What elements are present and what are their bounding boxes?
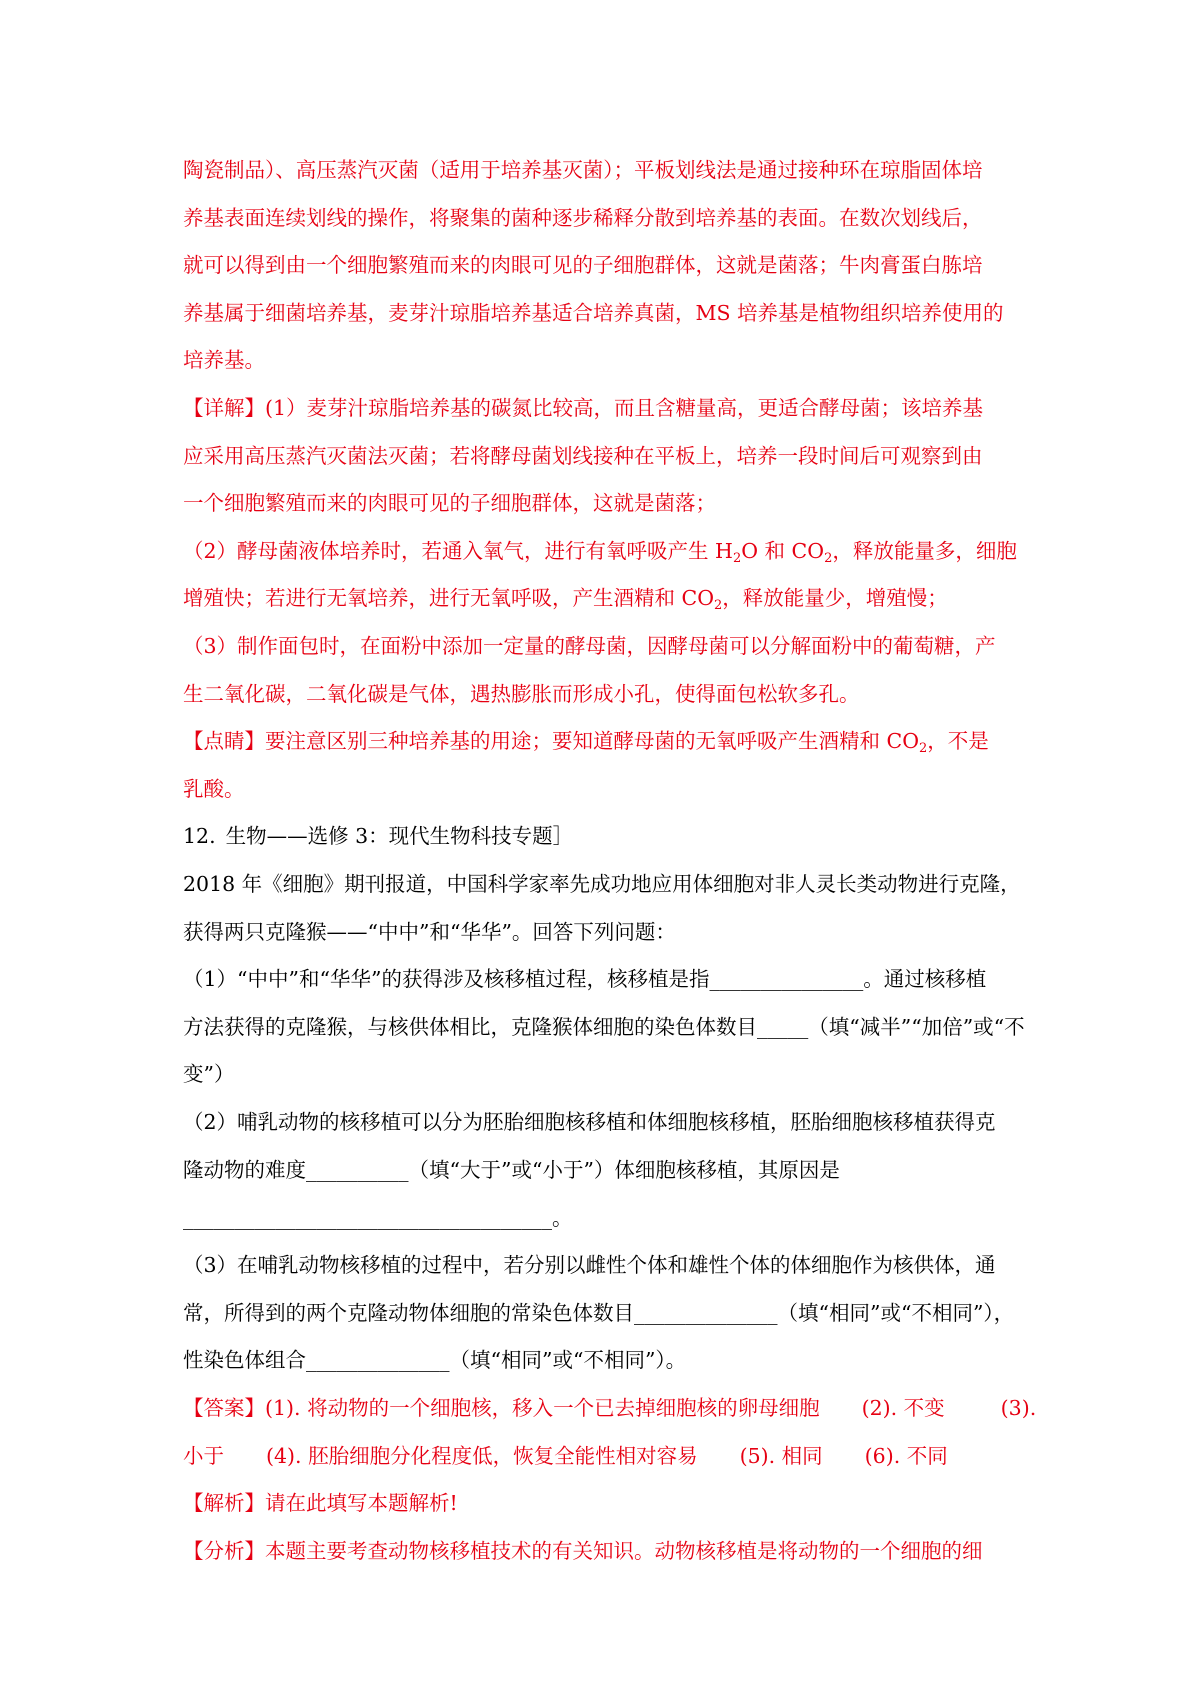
answer-tag: 【答案】 (183, 1396, 265, 1420)
answer-5: (5). 相同 (739, 1444, 823, 1468)
question-part1-line-3: 变”） (183, 1062, 235, 1086)
question-part2-line-2: 隆动物的难度__________（填“大于”或“小于”）体细胞核移植，其原因是 (183, 1158, 840, 1182)
note-co2-subscript: 2 (919, 741, 928, 756)
answer-6: (6). 不同 (864, 1444, 948, 1468)
question-intro-line-1: 2018 年《细胞》期刊报道，中国科学家率先成功地应用体细胞对非人灵长类动物进行克隆， (183, 872, 1021, 896)
detail-p2-a: （2）酵母菌液体培养时，若通入氧气，进行有氧呼吸产生 H (183, 539, 733, 563)
detail-line-3: 一个细胞繁殖而来的肉眼可见的子细胞群体，这就是菌落； (183, 491, 716, 515)
detail-p2-e: ，释放能量少，增殖慢； (722, 586, 948, 610)
analysis-cont-line-4: 养基属于细菌培养基，麦芽汁琼脂培养基适合培养真菌，MS 培养基是植物组织培养使用的 (183, 301, 1004, 325)
answer-3-text: 小于 (183, 1444, 224, 1468)
detail-p2-c: ，释放能量多，细胞 (832, 539, 1017, 563)
detail-text-1: (1）麦芽汁琼脂培养基的碳氮比较高，而且含糖量高，更适合酵母菌；该培养基 (265, 396, 984, 420)
answer-3-number: (3). (1000, 1396, 1037, 1420)
question-title: 生物——选修 3：现代生物科技专题］ (225, 824, 574, 848)
question-part3-line-2: 常，所得到的两个克隆动物体细胞的常染色体数目______________（填“相同”或“不相同”）， (183, 1301, 1015, 1325)
answer-line-2 (183, 1442, 948, 1470)
detail-p3-line-1: （3）制作面包时，在面粉中添加一定量的酵母菌，因酵母菌可以分解面粉中的葡萄糖，产 (183, 634, 996, 658)
detail-p2-line-2 (183, 584, 948, 612)
question-part1-line-1: （1）“中中”和“华华”的获得涉及核移植过程，核移植是指_______________。通过核移植 (183, 967, 987, 991)
analysis-line (183, 1537, 983, 1565)
answer-4: (4). 胚胎细胞分化程度低，恢复全能性相对容易 (266, 1444, 698, 1468)
co2-subscript-2: 2 (714, 598, 723, 613)
question-part3-line-3: 性染色体组合______________（填“相同”或“不相同”）。 (183, 1348, 687, 1372)
parse-line (183, 1489, 458, 1517)
note-text-b: ，不是 (927, 729, 989, 753)
question-heading (183, 822, 573, 850)
detail-line-1 (183, 394, 983, 422)
answer-line-1 (183, 1394, 1036, 1422)
co2-subscript: 2 (824, 551, 833, 566)
detail-line-2: 应采用高压蒸汽灭菌法灭菌；若将酵母菌划线接种在平板上，培养一段时间后可观察到由 (183, 444, 983, 468)
h2o-subscript: 2 (732, 551, 742, 566)
answer-2: (2). 不变 (861, 1396, 945, 1420)
analysis-cont-line-3: 就可以得到由一个细胞繁殖而来的肉眼可见的子细胞群体，这就是菌落；牛肉膏蛋白胨培 (183, 253, 983, 277)
detail-tag: 【详解】 (183, 396, 265, 420)
detail-p2-b: O 和 CO (741, 539, 825, 563)
analysis-text: 本题主要考查动物核移植技术的有关知识。动物核移植是将动物的一个细胞的细 (265, 1539, 983, 1563)
analysis-cont-line-1: 陶瓷制品）、高压蒸汽灭菌（适用于培养基灭菌）；平板划线法是通过接种环在琼脂固体培 (183, 158, 983, 182)
answer-1: (1). 将动物的一个细胞核，移入一个已去掉细胞核的卵母细胞 (265, 1396, 820, 1420)
note-line-2: 乳酸。 (183, 777, 245, 801)
note-tag: 【点睛】 (183, 729, 265, 753)
analysis-cont-line-5: 培养基。 (183, 348, 265, 372)
question-part1-line-2: 方法获得的克隆猴，与核供体相比，克隆猴体细胞的染色体数目_____（填“减半”“加倍”或“不 (183, 1015, 1025, 1039)
question-number: 12. (183, 824, 216, 848)
note-text-a: 要注意区别三种培养基的用途；要知道酵母菌的无氧呼吸产生酒精和 CO (265, 729, 920, 753)
note-line-1 (183, 727, 989, 755)
analysis-tag: 【分析】 (183, 1539, 265, 1563)
detail-p2-line-1 (183, 537, 1017, 565)
question-part3-line-1: （3）在哺乳动物核移植的过程中，若分别以雌性个体和雄性个体的体细胞作为核供体，通 (183, 1253, 996, 1277)
question-part2-line-3: ____________________________________。 (183, 1206, 573, 1230)
detail-p3-line-2: 生二氧化碳，二氧化碳是气体，遇热膨胀而形成小孔，使得面包松软多孔。 (183, 682, 860, 706)
question-intro-line-2: 获得两只克隆猴——“中中”和“华华”。回答下列问题： (183, 920, 676, 944)
parse-text: 请在此填写本题解析! (265, 1491, 458, 1515)
detail-p2-d: 增殖快；若进行无氧培养，进行无氧呼吸，产生酒精和 CO (183, 586, 715, 610)
analysis-cont-line-2: 养基表面连续划线的操作，将聚集的菌种逐步稀释分散到培养基的表面。在数次划线后， (183, 206, 983, 230)
question-part2-line-1: （2）哺乳动物的核移植可以分为胚胎细胞核移植和体细胞核移植，胚胎细胞核移植获得克 (183, 1110, 996, 1134)
parse-tag: 【解析】 (183, 1491, 265, 1515)
